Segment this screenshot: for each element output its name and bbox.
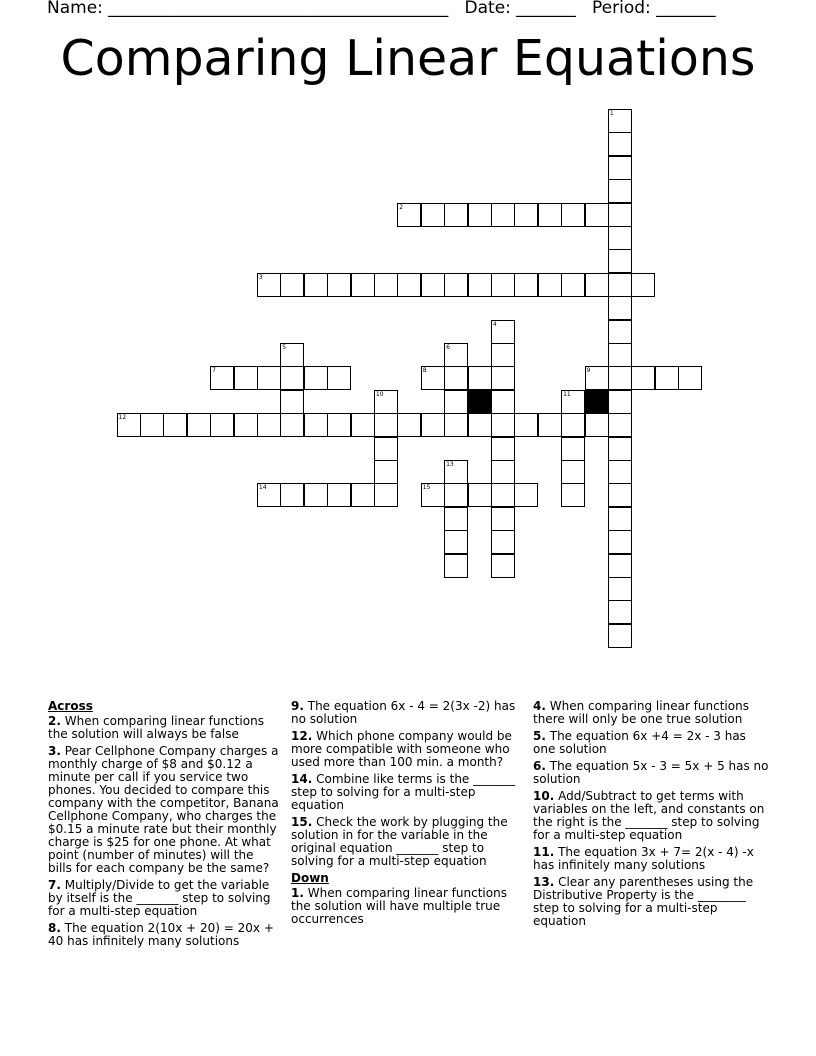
- clue-number-label: 2: [399, 203, 404, 211]
- clue-down-6: 6. The equation 5x - 3 = 5x + 5 has no solution: [533, 759, 769, 786]
- crossword-cell[interactable]: [491, 273, 515, 297]
- crossword-cell[interactable]: [608, 156, 632, 180]
- crossword-cell[interactable]: [608, 296, 632, 320]
- crossword-cell[interactable]: [374, 483, 398, 507]
- crossword-cell[interactable]: [374, 437, 398, 461]
- crossword-cell[interactable]: [491, 437, 515, 461]
- crossword-cell[interactable]: [561, 413, 585, 437]
- crossword-cell[interactable]: [491, 390, 515, 414]
- crossword-cell[interactable]: [491, 554, 515, 578]
- down-heading: Down: [291, 871, 329, 885]
- crossword-cell[interactable]: [327, 483, 351, 507]
- crossword-cell[interactable]: [608, 530, 632, 554]
- crossword-cell[interactable]: [608, 226, 632, 250]
- crossword-cell[interactable]: [608, 249, 632, 273]
- crossword-cell[interactable]: [304, 413, 328, 437]
- clue-across-9: 9. The equation 6x - 4 = 2(3x -2) has no solution: [291, 699, 516, 726]
- crossword-cell[interactable]: [468, 413, 492, 437]
- crossword-cell[interactable]: [397, 413, 421, 437]
- crossword-black-cell: [585, 390, 609, 414]
- crossword-cell[interactable]: [608, 273, 632, 297]
- crossword-cell[interactable]: [351, 483, 375, 507]
- clue-across-14: 14. Combine like terms is the _______ step to solving for a multi-step equation: [291, 772, 516, 812]
- crossword-cell[interactable]: [327, 273, 351, 297]
- crossword-cell[interactable]: [538, 203, 562, 227]
- crossword-cell[interactable]: [351, 413, 375, 437]
- crossword-cell[interactable]: [514, 413, 538, 437]
- crossword-cell[interactable]: [444, 366, 468, 390]
- crossword-cell[interactable]: [444, 413, 468, 437]
- crossword-cell[interactable]: [561, 437, 585, 461]
- crossword-cell[interactable]: [678, 366, 702, 390]
- crossword-cell[interactable]: [280, 413, 304, 437]
- crossword-cell[interactable]: [374, 413, 398, 437]
- clue-down-1: 1. When comparing linear functions the solution will have multiple true occurrences: [291, 886, 507, 926]
- crossword-cell[interactable]: [140, 413, 164, 437]
- crossword-cell[interactable]: [585, 203, 609, 227]
- crossword-cell[interactable]: [397, 273, 421, 297]
- name-label: Name:: [47, 0, 103, 18]
- crossword-cell[interactable]: [608, 577, 632, 601]
- period-label: Period:: [592, 0, 651, 18]
- crossword-cell[interactable]: [491, 413, 515, 437]
- clue-across-12: 12. Which phone company would be more compatible with someone who used more than 100 min. a month?: [291, 729, 512, 769]
- crossword-cell[interactable]: [280, 366, 304, 390]
- crossword-cell[interactable]: [163, 413, 187, 437]
- crossword-cell[interactable]: [491, 507, 515, 531]
- date-label: Date:: [464, 0, 511, 18]
- clue-down-11: 11. The equation 3x + 7= 2(x - 4) -x has infinitely many solutions: [533, 845, 754, 872]
- crossword-cell[interactable]: [491, 343, 515, 367]
- crossword-cell[interactable]: [257, 366, 281, 390]
- crossword-cell[interactable]: [608, 343, 632, 367]
- crossword-cell[interactable]: [655, 366, 679, 390]
- clues-column-2: [291, 700, 523, 930]
- crossword-cell[interactable]: [608, 413, 632, 437]
- clues-column-3: [533, 700, 769, 932]
- clue-number-label: 10: [375, 390, 384, 398]
- crossword-cell[interactable]: [421, 203, 445, 227]
- crossword-cell[interactable]: [585, 413, 609, 437]
- crossword-cell[interactable]: [257, 413, 281, 437]
- crossword-cell[interactable]: [538, 413, 562, 437]
- clue-across-7: 7. Multiply/Divide to get the variable by itself is the _______ step to solving for a multi-step equation: [48, 878, 271, 918]
- crossword-cell[interactable]: [234, 413, 258, 437]
- page-title: Comparing Linear Equations: [60, 30, 756, 87]
- crossword-cell[interactable]: [304, 273, 328, 297]
- crossword-cell[interactable]: [304, 483, 328, 507]
- crossword-cell[interactable]: [280, 390, 304, 414]
- crossword-cell[interactable]: [608, 460, 632, 484]
- clue-number-label: 15: [422, 484, 431, 492]
- name-blank[interactable]: ________________________________________: [108, 0, 449, 18]
- crossword-cell[interactable]: [608, 390, 632, 414]
- crossword-cell[interactable]: [444, 390, 468, 414]
- crossword-cell[interactable]: [468, 273, 492, 297]
- clue-across-8: 8. The equation 2(10x + 20) = 20x + 40 has infinitely many solutions: [48, 921, 274, 948]
- crossword-cell[interactable]: [234, 366, 258, 390]
- crossword-cell[interactable]: [187, 413, 211, 437]
- crossword-cell[interactable]: [444, 273, 468, 297]
- crossword-cell[interactable]: [631, 366, 655, 390]
- crossword-cell[interactable]: [468, 203, 492, 227]
- clue-number-label: 9: [586, 367, 591, 375]
- crossword-cell[interactable]: [608, 320, 632, 344]
- crossword-cell[interactable]: [444, 554, 468, 578]
- crossword-cell[interactable]: [608, 179, 632, 203]
- clue-down-4: 4. When comparing linear functions there will only be one true solution: [533, 699, 749, 726]
- clue-down-13: 13. Clear any parentheses using the Distributive Property is the ________ step to solving for a multi-step equation: [533, 875, 754, 928]
- crossword-cell[interactable]: [491, 460, 515, 484]
- clue-number-label: 8: [422, 367, 427, 375]
- crossword-cell[interactable]: [327, 413, 351, 437]
- crossword-cell[interactable]: [421, 413, 445, 437]
- crossword-cell[interactable]: [210, 413, 234, 437]
- crossword-cell[interactable]: [585, 273, 609, 297]
- crossword-cell[interactable]: [304, 366, 328, 390]
- clue-number-label: 4: [492, 320, 497, 328]
- crossword-cell[interactable]: [538, 273, 562, 297]
- crossword-cell[interactable]: [561, 460, 585, 484]
- crossword-cell[interactable]: [561, 273, 585, 297]
- crossword-cell[interactable]: [608, 366, 632, 390]
- crossword-cell[interactable]: [327, 366, 351, 390]
- crossword-cell[interactable]: [374, 273, 398, 297]
- crossword-cell[interactable]: [468, 483, 492, 507]
- crossword-cell[interactable]: [444, 507, 468, 531]
- crossword-cell[interactable]: [444, 483, 468, 507]
- crossword-cell[interactable]: [280, 273, 304, 297]
- clue-across-3: 3. Pear Cellphone Company charges a monthly charge of $8 and $0.12 a minute per call if you service two phones. You decided to compare this company with the competitor, Banana Cellphone Company, who charges the $0.15 a minute rate but their monthly charge is $25 for one phone. At what point (number of minutes) will the bills for each company be the same?: [48, 744, 279, 875]
- crossword-cell[interactable]: [608, 132, 632, 156]
- crossword-cell[interactable]: [608, 507, 632, 531]
- crossword-cell[interactable]: [491, 530, 515, 554]
- crossword-cell[interactable]: [421, 273, 445, 297]
- clue-number-label: 5: [282, 344, 287, 351]
- crossword-cell[interactable]: [374, 460, 398, 484]
- crossword-cell[interactable]: [280, 483, 304, 507]
- crossword-cell[interactable]: [468, 366, 492, 390]
- clue-number-label: 11: [563, 390, 571, 398]
- period-blank[interactable]: _______: [656, 0, 716, 18]
- clue-across-2: 2. When comparing linear functions the solution will always be false: [48, 714, 264, 741]
- crossword-cell[interactable]: [608, 554, 632, 578]
- date-blank[interactable]: _______: [516, 0, 576, 18]
- crossword-cell[interactable]: [491, 366, 515, 390]
- clue-number-label: 14: [258, 484, 267, 492]
- crossword-cell[interactable]: [608, 483, 632, 507]
- crossword-cell[interactable]: [608, 203, 632, 227]
- clue-down-5: 5. The equation 6x +4 = 2x - 3 has one solution: [533, 729, 746, 756]
- crossword-cell[interactable]: [444, 203, 468, 227]
- clue-across-15: 15. Check the work by plugging the solution in for the variable in the original equation _______ step to solving for a multi-step equation: [291, 815, 508, 868]
- crossword-cell[interactable]: [444, 530, 468, 554]
- clues-column-1: [48, 700, 280, 952]
- crossword-cell[interactable]: [351, 273, 375, 297]
- clue-number-label: 7: [212, 367, 216, 375]
- crossword-cell[interactable]: [514, 483, 538, 507]
- crossword-cell[interactable]: [608, 600, 632, 624]
- crossword-cell[interactable]: [631, 273, 655, 297]
- crossword-cell[interactable]: [514, 203, 538, 227]
- crossword-cell[interactable]: [561, 203, 585, 227]
- clue-down-10: 10. Add/Subtract to get terms with variables on the left, and constants on the right is the _______ step to solving for a multi-step equation: [533, 789, 765, 842]
- crossword-black-cell: [468, 390, 492, 414]
- crossword-cell[interactable]: [491, 203, 515, 227]
- crossword-cell[interactable]: [608, 624, 632, 648]
- clue-number-label: 3: [258, 273, 263, 281]
- crossword-cell[interactable]: [561, 483, 585, 507]
- clue-number-label: 13: [446, 461, 454, 468]
- clue-number-label: 6: [446, 344, 450, 351]
- crossword-cell[interactable]: [491, 483, 515, 507]
- crossword-cell[interactable]: [608, 437, 632, 461]
- across-heading: Across: [48, 699, 93, 713]
- clue-number-label: 1: [609, 110, 614, 117]
- crossword-cell[interactable]: [514, 273, 538, 297]
- clue-number-label: 12: [118, 414, 127, 422]
